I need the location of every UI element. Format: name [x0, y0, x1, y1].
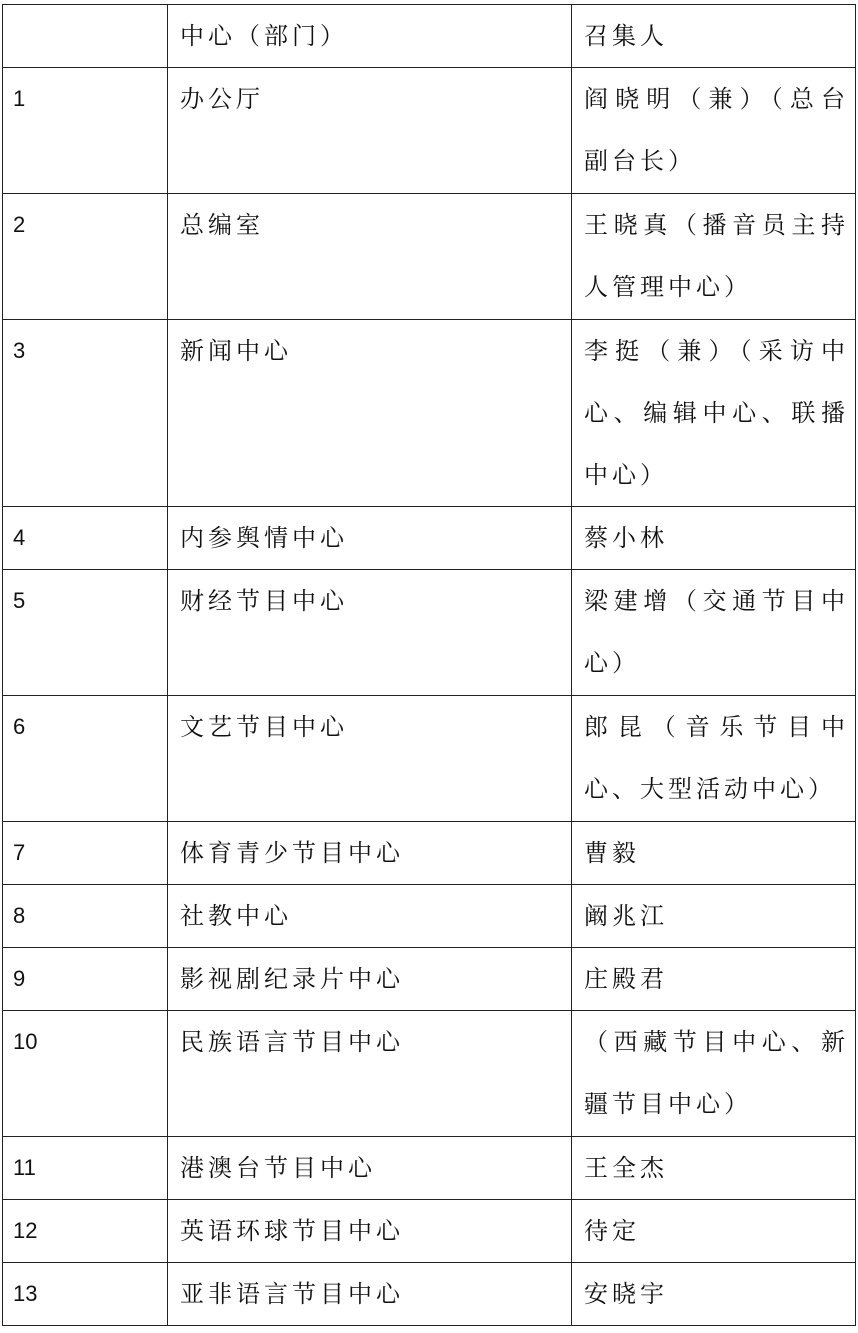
row-department: 体育青少节目中心 [168, 822, 572, 885]
row-number: 3 [3, 320, 168, 507]
row-convener-cell [572, 1263, 856, 1326]
row-number: 10 [3, 1011, 168, 1137]
row-convener-cell [572, 1200, 856, 1263]
row-convener-cell [572, 68, 856, 194]
row-convener-cell [572, 1011, 856, 1137]
row-department: 文艺节目中心 [168, 696, 572, 822]
row-department: 财经节目中心 [168, 570, 572, 696]
row-convener-cell [572, 570, 856, 696]
row-convener: 曹毅 [584, 839, 640, 867]
row-number: 2 [3, 194, 168, 320]
convener-table [2, 4, 856, 1326]
row-department: 民族语言节目中心 [168, 1011, 572, 1137]
row-number: 6 [3, 696, 168, 822]
row-number: 4 [3, 507, 168, 570]
header-convener: 召集人 [584, 22, 668, 50]
row-convener: 李挺（兼）（采访中心、编辑中心、联播中心） [584, 337, 849, 489]
row-department: 总编室 [168, 194, 572, 320]
row-convener-cell [572, 194, 856, 320]
table-row [3, 696, 856, 822]
row-number: 9 [3, 948, 168, 1011]
row-number: 13 [3, 1263, 168, 1326]
table-row [3, 822, 856, 885]
row-department: 办公厅 [168, 68, 572, 194]
row-convener: 阚兆江 [584, 902, 668, 930]
table-row [3, 948, 856, 1011]
row-department: 英语环球节目中心 [168, 1200, 572, 1263]
header-convener-cell [572, 5, 856, 68]
row-convener: 蔡小林 [584, 524, 668, 552]
row-convener-cell [572, 822, 856, 885]
table-header-row [3, 5, 856, 68]
table-row [3, 320, 856, 507]
row-convener-cell [572, 948, 856, 1011]
row-convener-cell [572, 320, 856, 507]
row-convener: 安晓宇 [584, 1280, 668, 1308]
row-convener: 王晓真（播音员主持人管理中心） [584, 211, 849, 301]
row-convener: 待定 [584, 1217, 640, 1245]
table-row [3, 885, 856, 948]
row-convener: 庄殿君 [584, 965, 668, 993]
table-row [3, 1137, 856, 1200]
row-number: 1 [3, 68, 168, 194]
row-number: 8 [3, 885, 168, 948]
row-convener-cell [572, 885, 856, 948]
table-row [3, 507, 856, 570]
row-department: 新闻中心 [168, 320, 572, 507]
row-number: 7 [3, 822, 168, 885]
header-number [3, 5, 168, 68]
row-department: 社教中心 [168, 885, 572, 948]
row-number: 5 [3, 570, 168, 696]
row-department: 影视剧纪录片中心 [168, 948, 572, 1011]
row-number: 11 [3, 1137, 168, 1200]
row-convener: （西藏节目中心、新疆节目中心） [584, 1028, 849, 1118]
table-row [3, 68, 856, 194]
row-department: 亚非语言节目中心 [168, 1263, 572, 1326]
row-department: 内参舆情中心 [168, 507, 572, 570]
row-convener: 郎昆（音乐节目中心、大型活动中心） [584, 713, 849, 803]
row-convener-cell [572, 696, 856, 822]
row-convener-cell [572, 1137, 856, 1200]
row-department: 港澳台节目中心 [168, 1137, 572, 1200]
row-number: 12 [3, 1200, 168, 1263]
table-row [3, 1263, 856, 1326]
table-row [3, 1200, 856, 1263]
table-row [3, 570, 856, 696]
header-department: 中心（部门） [168, 5, 572, 68]
table-row [3, 1011, 856, 1137]
row-convener: 阎晓明（兼）（总台副台长） [584, 85, 849, 175]
row-convener: 梁建增（交通节目中心） [584, 587, 849, 677]
table-row [3, 194, 856, 320]
row-convener: 王全杰 [584, 1154, 668, 1182]
row-convener-cell [572, 507, 856, 570]
